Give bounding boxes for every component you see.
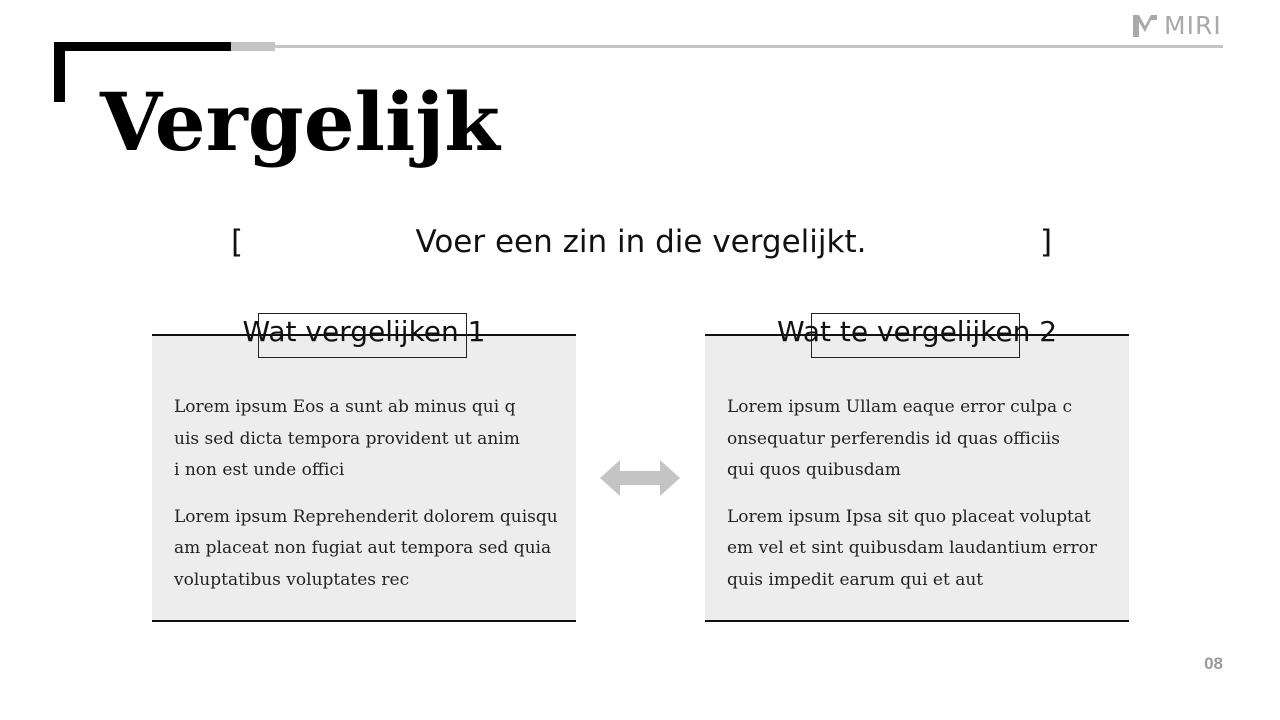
- header-rule-accent: [231, 42, 275, 51]
- card-heading-text: Wat vergelijken 1: [242, 315, 486, 348]
- comparison-card-right: [705, 315, 1129, 622]
- header-rule-black: [54, 42, 231, 51]
- card-paragraph: Lorem ipsum Ipsa sit quo placeat voluptat em vel et sint quibusdam laudantium error quis impedit earum qui et aut: [727, 506, 1097, 590]
- double-arrow-icon: [598, 458, 682, 498]
- card-heading: [152, 312, 576, 352]
- card-body: [174, 392, 568, 611]
- page-title: Vergelijk: [100, 75, 500, 169]
- subtitle: Voer een zin in die vergelijkt.: [415, 224, 867, 260]
- logo-text: MIRI: [1164, 10, 1222, 40]
- miri-logo-icon: [1130, 10, 1160, 40]
- brand-logo: [1130, 8, 1222, 42]
- bracket-open: [: [231, 224, 244, 260]
- card-heading: [705, 312, 1129, 352]
- page-number: 08: [1204, 654, 1223, 673]
- card-paragraph: Lorem ipsum Reprehenderit dolorem quisqu am placeat non fugiat aut tempora sed quia voluptatibus voluptates rec: [174, 506, 558, 590]
- corner-bracket: [54, 42, 65, 102]
- card-paragraph: Lorem ipsum Eos a sunt ab minus qui q uis sed dicta tempora provident ut anim i non est unde offici: [174, 397, 520, 480]
- comparison-card-left: [152, 315, 576, 622]
- header-rule: [231, 45, 1223, 48]
- card-body: [727, 392, 1121, 611]
- bracket-close: ]: [1040, 224, 1053, 260]
- card-paragraph: Lorem ipsum Ullam eaque error culpa c onsequatur perferendis id quas officiis qui quos quibusdam: [727, 397, 1073, 480]
- card-heading-text: Wat te vergelijken 2: [776, 315, 1058, 348]
